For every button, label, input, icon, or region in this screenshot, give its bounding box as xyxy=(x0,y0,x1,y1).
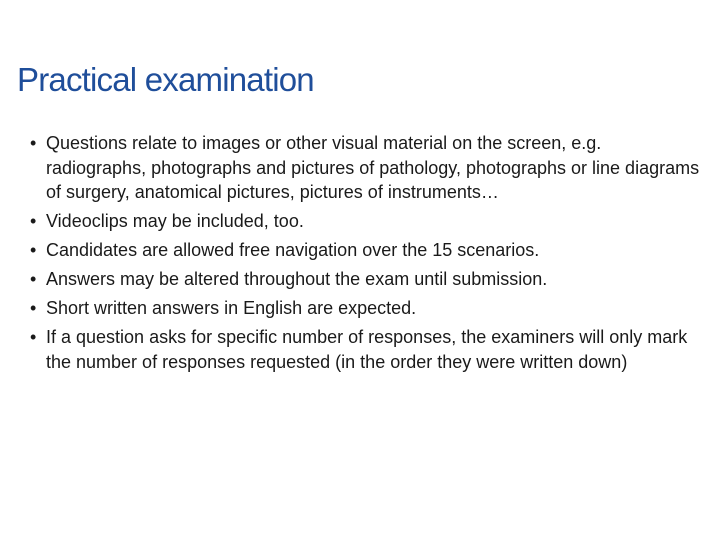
bullet-text: Questions relate to images or other visual material on the screen, e.g. radiographs, photographs and pictures of pathology, photographs or line diagrams of surgery, anatomical pictures, pictures of instruments… xyxy=(46,133,700,202)
bullet-item xyxy=(30,267,700,292)
bullet-marker: • xyxy=(30,298,37,318)
bullet-marker: • xyxy=(30,211,37,231)
bullet-marker: • xyxy=(30,133,37,153)
bullet-list xyxy=(30,131,700,379)
bullet-text: Answers may be altered throughout the exam until submission. xyxy=(46,269,548,289)
bullet-item xyxy=(30,296,700,321)
bullet-text: Candidates are allowed free navigation over the 15 scenarios. xyxy=(46,240,540,260)
bullet-text: Short written answers in English are expected. xyxy=(46,298,417,318)
bullet-text: If a question asks for specific number of responses, the examiners will only mark the number of responses requested (in the order they were written down) xyxy=(46,327,688,372)
bullet-marker: • xyxy=(30,240,37,260)
bullet-marker: • xyxy=(30,327,37,347)
bullet-item xyxy=(30,209,700,234)
bullet-marker: • xyxy=(30,269,37,289)
bullet-text: Videoclips may be included, too. xyxy=(46,211,304,231)
bullet-item xyxy=(30,131,700,205)
bullet-item xyxy=(30,238,700,263)
bullet-item xyxy=(30,325,700,374)
slide-title: Practical examination xyxy=(17,61,314,98)
